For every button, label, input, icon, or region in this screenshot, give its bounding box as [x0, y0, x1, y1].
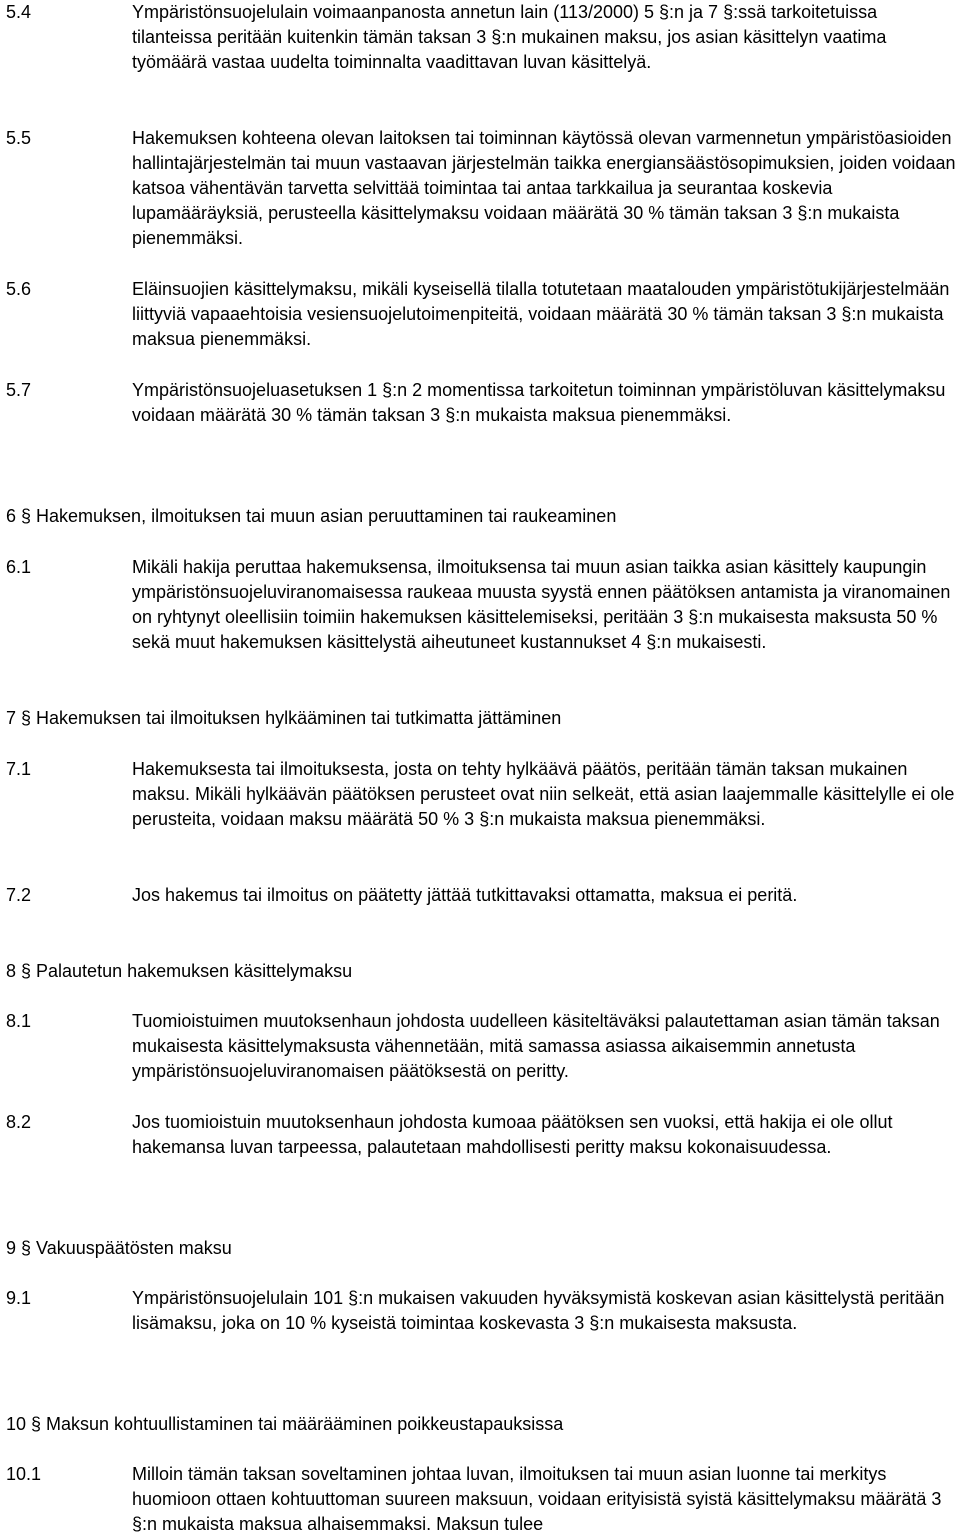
section-text: Milloin tämän taksan soveltaminen johtaa luvan, ilmoituksen tai muun asian luonne tai merkitys huomioon ottaen kohtuuttoman suureen maksuun, voidaan erityisistä syistä käsittelymaksu määrätä 3 §:n mukaista maksua alhaisemmaksi. Maksun tulee — [132, 1464, 942, 1534]
section-text: Jos hakemus tai ilmoitus on päätetty jättää tutkittavaksi ottamatta, maksua ei peritä. — [132, 885, 798, 905]
section-text: Hakemuksen kohteena olevan laitoksen tai toiminnan käytössä olevan varmennetun ympäristöasioiden hallintajärjestelmän tai muun vastaavan järjestelmän taikka energiansäästösopimuksien, joiden voidaan katsoa vähentävän tarvetta selvittää toimintaa tai antaa tarkkailua ja seurantaa koskevia lupamääräyksiä, perusteella käsittelymaksu voidaan määrätä 30 % tämän taksan 3 §:n mukaista pienemmäksi. — [132, 128, 956, 248]
section-text: Tuomioistuimen muutoksenhaun johdosta uudelleen käsiteltäväksi palautettaman asian tämän taksan mukaisesta käsittelymaksusta vähennetään, mitä samassa asiassa aikaisemmin annetusta ympäristönsuojeluviranomaisen päätöksestä on peritty. — [132, 1011, 940, 1081]
section-5-7 — [6, 378, 958, 428]
section-number: 6.1 — [6, 557, 32, 577]
section-8-1 — [6, 1009, 958, 1084]
section-6-1 — [6, 555, 958, 655]
section-number: 7.2 — [6, 885, 32, 905]
section-5-4 — [6, 0, 958, 75]
section-5-5 — [6, 126, 958, 251]
heading-section-6: 6 § Hakemuksen, ilmoituksen tai muun asian peruuttaminen tai raukeaminen — [6, 506, 617, 526]
section-8-2 — [6, 1110, 958, 1160]
section-5-6 — [6, 277, 958, 352]
section-10-1 — [6, 1462, 958, 1537]
section-text: Ympäristönsuojeluasetuksen 1 §:n 2 momentissa tarkoitetun toiminnan ympäristöluvan käsittelymaksu voidaan määrätä 30 % tämän taksan 3 §:n mukaista maksua pienemmäksi. — [132, 380, 946, 425]
section-text: Ympäristönsuojelulain voimaanpanosta annetun lain (113/2000) 5 §:n ja 7 §:ssä tarkoitetuissa tilanteissa peritään kuitenkin tämän taksan 3 §:n mukainen maksu, jos asian käsittelyn vaatima työmäärä vastaa uudelta toiminnalta vaadittavan luvan käsittelyä. — [132, 2, 887, 72]
section-number: 5.4 — [6, 2, 32, 22]
section-text: Eläinsuojien käsittelymaksu, mikäli kyseisellä tilalla totutetaan maatalouden ympäristötukijärjestelmään liittyviä vapaaehtoisia vesiensuojelutoimenpiteitä, voidaan määrätä 30 % tämän taksan 3 §:n mukaista maksua pienemmäksi. — [132, 279, 950, 349]
section-number: 8.2 — [6, 1112, 32, 1132]
heading-section-7: 7 § Hakemuksen tai ilmoituksen hylkääminen tai tutkimatta jättäminen — [6, 708, 562, 728]
section-number: 9.1 — [6, 1288, 32, 1308]
heading-section-8: 8 § Palautetun hakemuksen käsittelymaksu — [6, 961, 353, 981]
section-number: 10.1 — [6, 1464, 42, 1484]
section-number: 5.5 — [6, 128, 32, 148]
section-text: Hakemuksesta tai ilmoituksesta, josta on tehty hylkäävä päätös, peritään tämän taksan mukainen maksu. Mikäli hylkäävän päätöksen perusteet ovat niin selkeät, että asian laajemmalle käsittelylle ei ole perusteita, voidaan maksu määrätä 50 % 3 §:n mukaista maksua pienemmäksi. — [132, 759, 955, 829]
section-7-2 — [6, 883, 958, 908]
section-9-1 — [6, 1286, 958, 1336]
section-number: 8.1 — [6, 1011, 32, 1031]
section-number: 5.7 — [6, 380, 32, 400]
section-text: Jos tuomioistuin muutoksenhaun johdosta kumoaa päätöksen sen vuoksi, että hakija ei ole ollut hakemansa luvan tarpeessa, palautetaan mahdollisesti peritty maksu kokonaisuudessa. — [132, 1112, 893, 1157]
section-text: Ympäristönsuojelulain 101 §:n mukaisen vakuuden hyväksymistä koskevan asian käsittelystä peritään lisämaksu, joka on 10 % kyseistä toimintaa koskevasta 3 §:n mukaisesta maksusta. — [132, 1288, 945, 1333]
heading-section-10: 10 § Maksun kohtuullistaminen tai määrääminen poikkeustapauksissa — [6, 1414, 564, 1434]
section-text: Mikäli hakija peruttaa hakemuksensa, ilmoituksensa tai muun asian taikka asian käsittely kaupungin ympäristönsuojeluviranomaisessa raukeaa muusta syystä ennen päätöksen antamista ja viranomainen on ryhtynyt oleellisiin toimiin hakemuksen käsittelemiseksi, peritään 3 §:n mukaisesta maksusta 50 % sekä muut hakemuksen käsittelystä aiheutuneet kustannukset 4 §:n mukaisesti. — [132, 557, 951, 652]
section-7-1 — [6, 757, 958, 832]
section-number: 5.6 — [6, 279, 32, 299]
heading-section-9: 9 § Vakuuspäätösten maksu — [6, 1238, 232, 1258]
section-number: 7.1 — [6, 759, 32, 779]
